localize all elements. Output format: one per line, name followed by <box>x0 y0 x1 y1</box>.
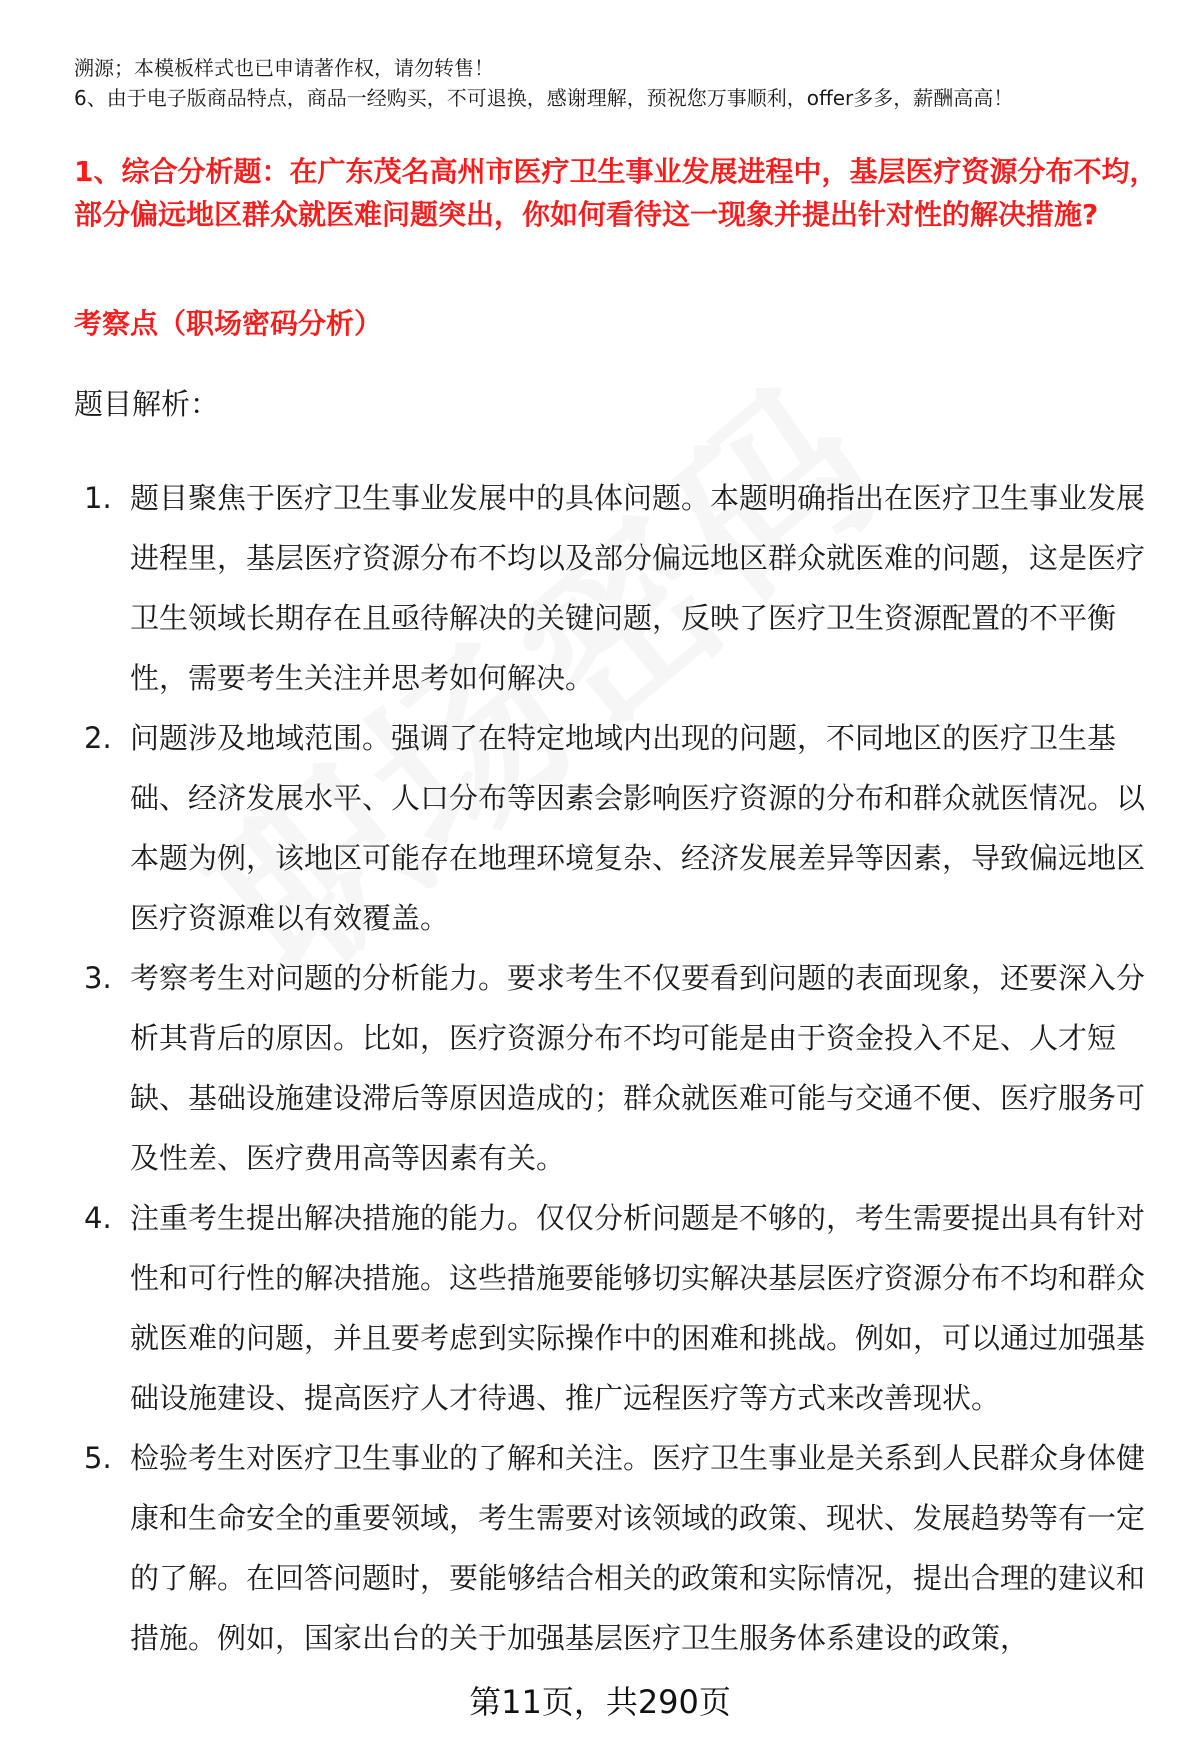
list-item-number: 3. <box>84 961 112 995</box>
analysis-label: 题目解析： <box>74 387 220 421</box>
analysis-points-list <box>74 468 1154 1668</box>
list-item-text: 考察考生对问题的分析能力。要求考生不仅要看到问题的表面现象，还要深入分析其背后的原因。比如，医疗资源分布不均可能是由于资金投入不足、人才短缺、基础设施建设滞后等原因造成的；群众就医难可能与交通不便、医疗服务可及性差、医疗费用高等因素有关。 <box>130 961 1146 1175</box>
list-item-text: 题目聚焦于医疗卫生事业发展中的具体问题。本题明确指出在医疗卫生事业发展进程里，基层医疗资源分布不均以及部分偏远地区群众就医难的问题，这是医疗卫生领域长期存在且亟待解决的关键问题，反映了医疗卫生资源配置的不平衡性，需要考生关注并思考如何解决。 <box>130 481 1146 695</box>
list-item-number: 4. <box>84 1201 112 1235</box>
page-number: 第11页，共290页 <box>469 1683 731 1721</box>
list-item-text: 检验考生对医疗卫生事业的了解和关注。医疗卫生事业是关系到人民群众身体健康和生命安全的重要领域，考生需要对该领域的政策、现状、发展趋势等有一定的了解。在回答问题时，要能够结合相关的政策和实际情况，提出合理的建议和措施。例如，国家出台的关于加强基层医疗卫生服务体系建设的政策， <box>130 1441 1146 1655</box>
list-item <box>74 1428 1154 1668</box>
list-item-number: 5. <box>84 1441 112 1475</box>
list-item-number: 2. <box>84 721 112 755</box>
list-item-text: 问题涉及地域范围。强调了在特定地域内出现的问题，不同地区的医疗卫生基础、经济发展水平、人口分布等因素会影响医疗资源的分布和群众就医情况。以本题为例，该地区可能存在地理环境复杂、经济发展差异等因素，导致偏远地区医疗资源难以有效覆盖。 <box>130 721 1146 935</box>
list-item <box>74 468 1154 708</box>
list-item <box>74 708 1154 948</box>
list-item <box>74 948 1154 1188</box>
notice-line-2: 6、由于电子版商品特点，商品一经购买，不可退换，感谢理解，预祝您万事顺利，offer多多，薪酬高高！ <box>74 86 1014 110</box>
question-heading: 1、综合分析题：在广东茂名高州市医疗卫生事业发展进程中，基层医疗资源分布不均，部分偏远地区群众就医难问题突出，你如何看待这一现象并提出针对性的解决措施? <box>74 155 1158 231</box>
notice-line-1: 溯源；本模板样式也已申请著作权，请勿转售！ <box>74 56 494 80</box>
list-item-text: 注重考生提出解决措施的能力。仅仅分析问题是不够的，考生需要提出具有针对性和可行性的解决措施。这些措施要能够切实解决基层医疗资源分布不均和群众就医难的问题，并且要考虑到实际操作中的困难和挑战。例如，可以通过加强基础设施建设、提高医疗人才待遇、推广远程医疗等方式来改善现状。 <box>130 1201 1146 1415</box>
section-title: 考察点（职场密码分析） <box>74 307 383 340</box>
list-item <box>74 1188 1154 1428</box>
list-item-number: 1. <box>84 481 112 515</box>
